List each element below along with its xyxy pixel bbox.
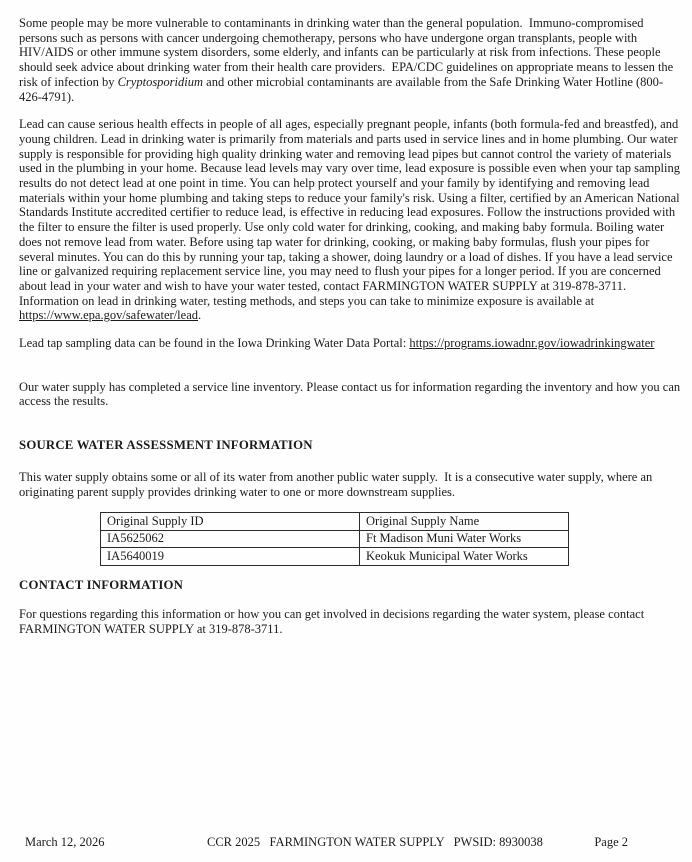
cryptosporidium-italic-term: Cryptosporidium <box>117 74 204 89</box>
iowa-drinking-water-portal-link[interactable]: https://programs.iowadnr.gov/iowadrinkingwater <box>409 336 655 351</box>
heading-contact-information: CONTACT INFORMATION <box>19 577 184 592</box>
supply-table-row <box>101 548 569 566</box>
supply-table-header-row <box>101 513 569 531</box>
supply-id-cell: IA5640019 <box>101 548 360 566</box>
footer-date: March 12, 2026 <box>25 835 105 849</box>
vulnerable-text-pre: Some people may be more vulnerable to contaminants in drinking water than the general population. Immuno-compromised persons such as persons with cancer undergoing chemotherapy, persons who have undergone organ transplants, people with HIV/AIDS or other immune system disorders, some elderly, and infants can be particularly at risk from infections. These people should seek advice about drinking water from their health care providers. EPA/CDC guidelines on appropriate means to lessen the risk of infection by <box>19 16 677 89</box>
lead-text-post: . <box>198 308 202 323</box>
lead-tap-text: Lead tap sampling data can be found in the Iowa Drinking Water Data Portal: <box>19 336 410 351</box>
supply-table-header-id: Original Supply ID <box>101 513 360 531</box>
paragraph-consecutive-supply: This water supply obtains some or all of its water from another public water supply. It is a consecutive water supply, where an originating parent supply provides drinking water to one or more downstream supplies. <box>19 469 656 499</box>
paragraph-contact-details: For questions regarding this information or how you can get involved in decisions regarding the water system, please contact FARMINGTON WATER SUPPLY at 319-878-3711. <box>19 607 648 637</box>
supply-name-cell: Ft Madison Muni Water Works <box>360 530 569 548</box>
supply-table-row <box>101 530 569 548</box>
lead-text-pre: Lead can cause serious health effects in people of all ages, especially pregnant people, infants (both formula-fed and breastfed), and young children. Lead in drinking water is primarily from materials and parts used in service lines and in home plumbing. Our water supply is responsible for providing high quality drinking water and removing lead pipes but cannot control the variety of materials used in the plumbing in your home. Because lead levels may vary over time, lead exposure is possible even when your tap sampling results do not detect lead at one point in time. You can help protect yourself and your family by identifying and removing lead materials within your home plumbing and taking steps to reduce your family's risk. Using a filter, certified by an American National Standards Institute accredited certifier to reduce lead, is effective in reducing lead exposures. Follow the instructions provided with the filter to ensure the filter is used properly. Use only cold water for drinking, cooking, and making baby formula. Boiling water does not remove lead from water. Before using tap water for drinking, cooking, or making baby formulas, flush your pipes for several minutes. You can do this by running your tap, taking a shower, doing laundry or a load of dishes. If you have a lead service line or galvanized requiring replacement service line, you may need to flush your pipes for a longer period. If you are concerned about lead in your water and wish to have your water tested, contact FARMINGTON WATER SUPPLY at 319-878-3711. Information on lead in drinking water, testing methods, and steps you can take to minimize exposure is available at <box>19 117 684 308</box>
supply-id-cell: IA5625062 <box>101 530 360 548</box>
epa-safewater-lead-link[interactable]: https://www.epa.gov/safewater/lead <box>19 308 198 323</box>
original-supply-table <box>100 512 569 566</box>
vulnerable-text-post: and other microbial contaminants are available from the Safe Drinking Water Hotline (800-426-4791). <box>19 74 664 104</box>
supply-name-cell: Keokuk Municipal Water Works <box>360 548 569 566</box>
page-footer <box>0 835 692 855</box>
paragraph-lead-health-effects <box>19 117 682 323</box>
heading-source-water-assessment: SOURCE WATER ASSESSMENT INFORMATION <box>19 438 313 453</box>
paragraph-lead-tap-sampling <box>19 336 682 351</box>
supply-table-header-name: Original Supply Name <box>360 513 569 531</box>
footer-report-identifier: CCR 2025 FARMINGTON WATER SUPPLY PWSID: 8930038 <box>207 835 543 849</box>
paragraph-vulnerable-populations <box>19 16 682 104</box>
footer-page-number: Page 2 <box>594 835 628 849</box>
paragraph-service-line-inventory: Our water supply has completed a service line inventory. Please contact us for information regarding the inventory and how you can access the results. <box>19 379 684 409</box>
